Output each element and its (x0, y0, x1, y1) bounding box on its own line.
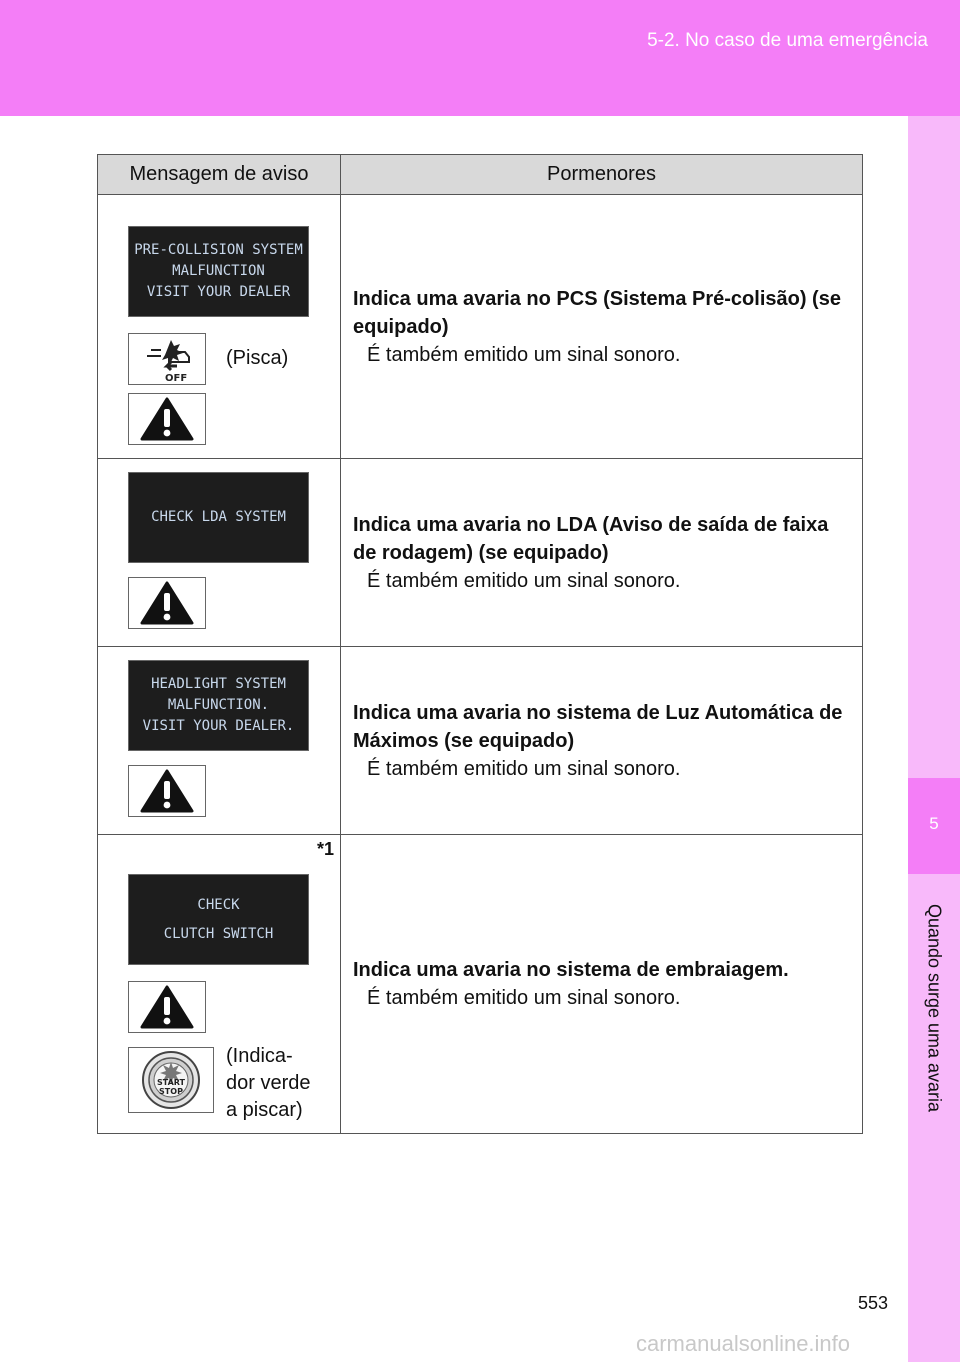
warning-triangle-icon (128, 765, 206, 817)
detail-note: É também emitido um sinal sonoro. (367, 987, 681, 1009)
lcd-display: PRE-COLLISION SYSTEM MALFUNCTION VISIT YOUR DEALER (128, 226, 309, 317)
warning-cell (98, 459, 341, 647)
lcd-display: CHECK LDA SYSTEM (128, 472, 309, 563)
footnote-mark: *1 (316, 839, 334, 859)
side-tab (908, 116, 960, 1362)
header-details: Pormenores (341, 155, 863, 195)
off-label: OFF (165, 373, 188, 382)
section-title: 5-2. No caso de uma emergência (647, 30, 928, 51)
chapter-number: 5 (908, 778, 960, 874)
details-cell (341, 835, 863, 1134)
table-row (98, 195, 863, 459)
table-row (98, 647, 863, 835)
indicator-caption: (Indica- dor verde a piscar) (226, 1045, 311, 1121)
stop-label: STOP (159, 1087, 183, 1096)
warning-triangle-icon (128, 981, 206, 1033)
detail-title: Indica uma avaria no sistema de embraiagem. (353, 959, 789, 981)
warning-cell (98, 195, 341, 459)
detail-title: Indica uma avaria no PCS (Sistema Pré-colisão) (se equipado) (353, 287, 841, 338)
page-number: 553 (858, 1293, 889, 1313)
detail-note: É também emitido um sinal sonoro. (367, 343, 681, 366)
detail-note: É também emitido um sinal sonoro. (367, 569, 681, 592)
details-cell (341, 195, 863, 459)
watermark: carmanualsonline.info (636, 1331, 851, 1356)
table-row (98, 459, 863, 647)
start-label: START (156, 1078, 186, 1087)
details-cell (341, 459, 863, 647)
warning-message-table (97, 154, 863, 1134)
warning-cell (98, 835, 341, 1134)
chapter-label: Quando surge uma avaria (924, 903, 945, 1113)
table-row (98, 835, 863, 1134)
detail-note: É também emitido um sinal sonoro. (367, 757, 681, 780)
lcd-display: CHECK CLUTCH SWITCH (128, 874, 309, 965)
warning-triangle-icon (128, 577, 206, 629)
start-stop-button-icon (128, 1047, 214, 1113)
warning-cell (98, 647, 341, 835)
table-header-row (98, 155, 863, 195)
page-header (0, 0, 960, 116)
warning-triangle-icon (128, 393, 206, 445)
icon-caption: (Pisca) (226, 347, 289, 369)
details-cell (341, 647, 863, 835)
pcs-off-icon (128, 333, 206, 385)
detail-title: Indica uma avaria no LDA (Aviso de saída de faixa de rodagem) (se equipado) (353, 513, 829, 564)
lcd-display: HEADLIGHT SYSTEM MALFUNCTION. VISIT YOUR DEALER. (128, 660, 309, 751)
header-warning-message: Mensagem de aviso (98, 155, 341, 195)
detail-title: Indica uma avaria no sistema de Luz Automática de Máximos (se equipado) (353, 701, 843, 752)
